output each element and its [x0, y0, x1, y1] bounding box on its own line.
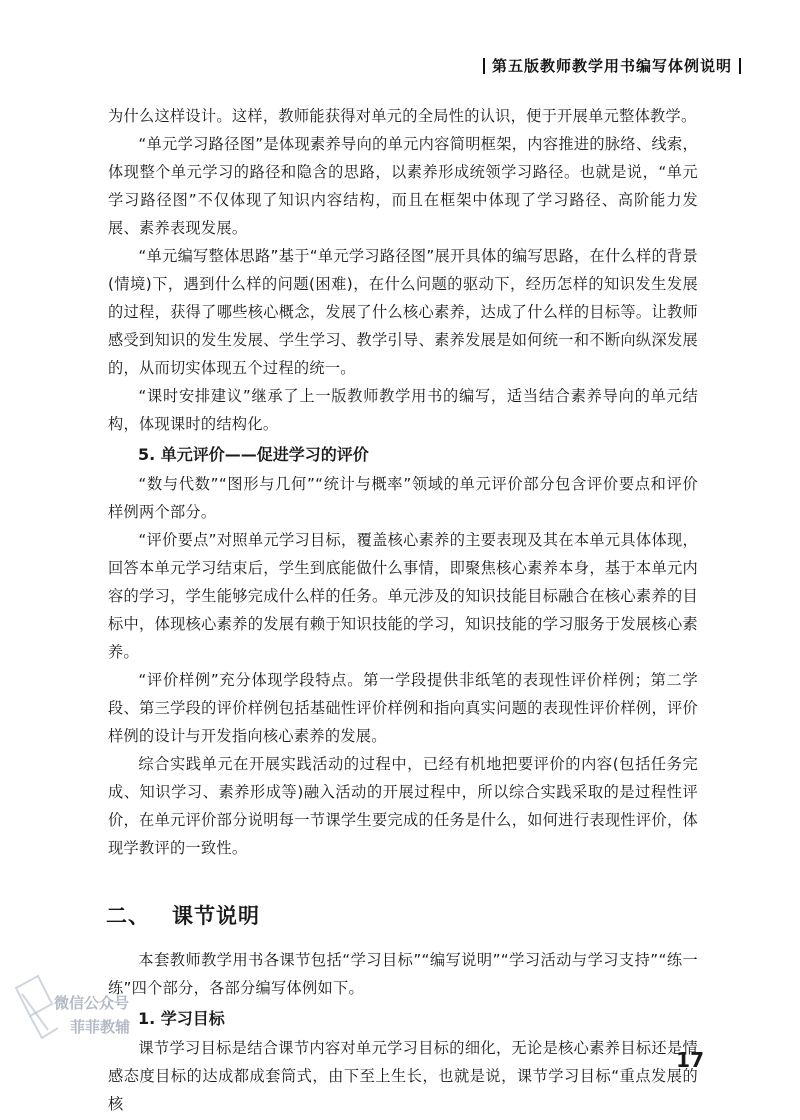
- page-body: [108, 102, 698, 1118]
- watermark: [8, 968, 158, 1048]
- paragraph-lesson-arrangement: “课时安排建议”继承了上一版教师教学用书的编写，适当结合素养导向的单元结构，体现课时的结构化。: [108, 387, 698, 433]
- section-heading: [106, 900, 698, 932]
- running-header: [476, 55, 748, 76]
- paragraph-lesson-parts: 本套教师教学用书各课节包括“学习目标”“编写说明”“学习活动与学习支持”“练一练”四个部分，各部分编写体例如下。: [108, 951, 698, 997]
- heading-learning-objectives: 1. 学习目标: [138, 1009, 225, 1028]
- section-title: 课节说明: [172, 904, 260, 928]
- page-number: 17: [676, 1048, 704, 1072]
- paragraph-comprehensive-practice: 综合实践单元在开展实践活动的过程中，已经有机地把要评价的内容(包括任务完成、知识学习、素养形成等)融入活动的开展过程中，所以综合实践采取的是过程性评价，在单元评价部分说明每一节课学生要完成的任务是什么，如何进行表现性评价，体现学教评的一致性。: [108, 755, 698, 857]
- header-right-bar: [739, 58, 741, 74]
- header-left-bar: [483, 58, 485, 74]
- paragraph-continuation: 为什么这样设计。这样，教师能获得对单元的全局性的认识，便于开展单元整体教学。: [108, 107, 697, 125]
- heading-unit-evaluation: 5. 单元评价——促进学习的评价: [138, 445, 369, 464]
- paragraph-learning-path: “单元学习路径图”是体现素养导向的单元内容简明框架，内容推进的脉络、线索，体现整个单元学习的路径和隐含的思路，以素养形成统领学习路径。也就是说，“单元学习路径图”不仅体现了知识内容结构，而且在框架中体现了学习路径、高阶能力发展、素养表现发展。: [108, 135, 698, 237]
- watermark-line-1: 微信公众号: [54, 994, 130, 1012]
- section-number: 二、: [106, 904, 150, 928]
- header-title: 第五版教师教学用书编写体例说明: [491, 57, 732, 75]
- paragraph-evaluation-domains: “数与代数”“图形与几何”“统计与概率”领域的单元评价部分包含评价要点和评价样例两个部分。: [108, 475, 698, 521]
- paragraph-unit-writing-ideas: “单元编写整体思路”基于“单元学习路径图”展开具体的编写思路，在什么样的背景(情境)下，遇到什么样的问题(困难)，在什么问题的驱动下，经历怎样的知识发生发展的过程，获得了哪些核心概念，发展了什么核心素养，达成了什么样的目标等。让教师感受到知识的发生发展、学生学习、教学引导、素养发展是如何统一和不断向纵深发展的，从而切实体现五个过程的统一。: [108, 247, 698, 377]
- paragraph-evaluation-samples: “评价样例”充分体现学段特点。第一学段提供非纸笔的表现性评价样例；第二学段、第三学段的评价样例包括基础性评价样例和指向真实问题的表现性评价样例，评价样例的设计与开发指向核心素养的发展。: [108, 671, 698, 745]
- paragraph-evaluation-points: “评价要点”对照单元学习目标，覆盖核心素养的主要表现及其在本单元具体体现，回答本单元学习结束后，学生到底能做什么事情，即聚焦核心素养本身，基于本单元内容的学习，学生能够完成什么样的任务。单元涉及的知识技能目标融合在核心素养的目标中，体现核心素养的发展有赖于知识技能的学习，知识技能的学习服务于发展核心素养。: [108, 531, 698, 661]
- watermark-line-2: 菲菲教辅: [70, 1018, 131, 1036]
- paragraph-learning-objectives: 课节学习目标是结合课节内容对单元学习目标的细化，无论是核心素养目标还是情感态度目标的达成都成套筒式，由下至上生长，也就是说，课节学习目标“重点发展的核: [108, 1039, 698, 1113]
